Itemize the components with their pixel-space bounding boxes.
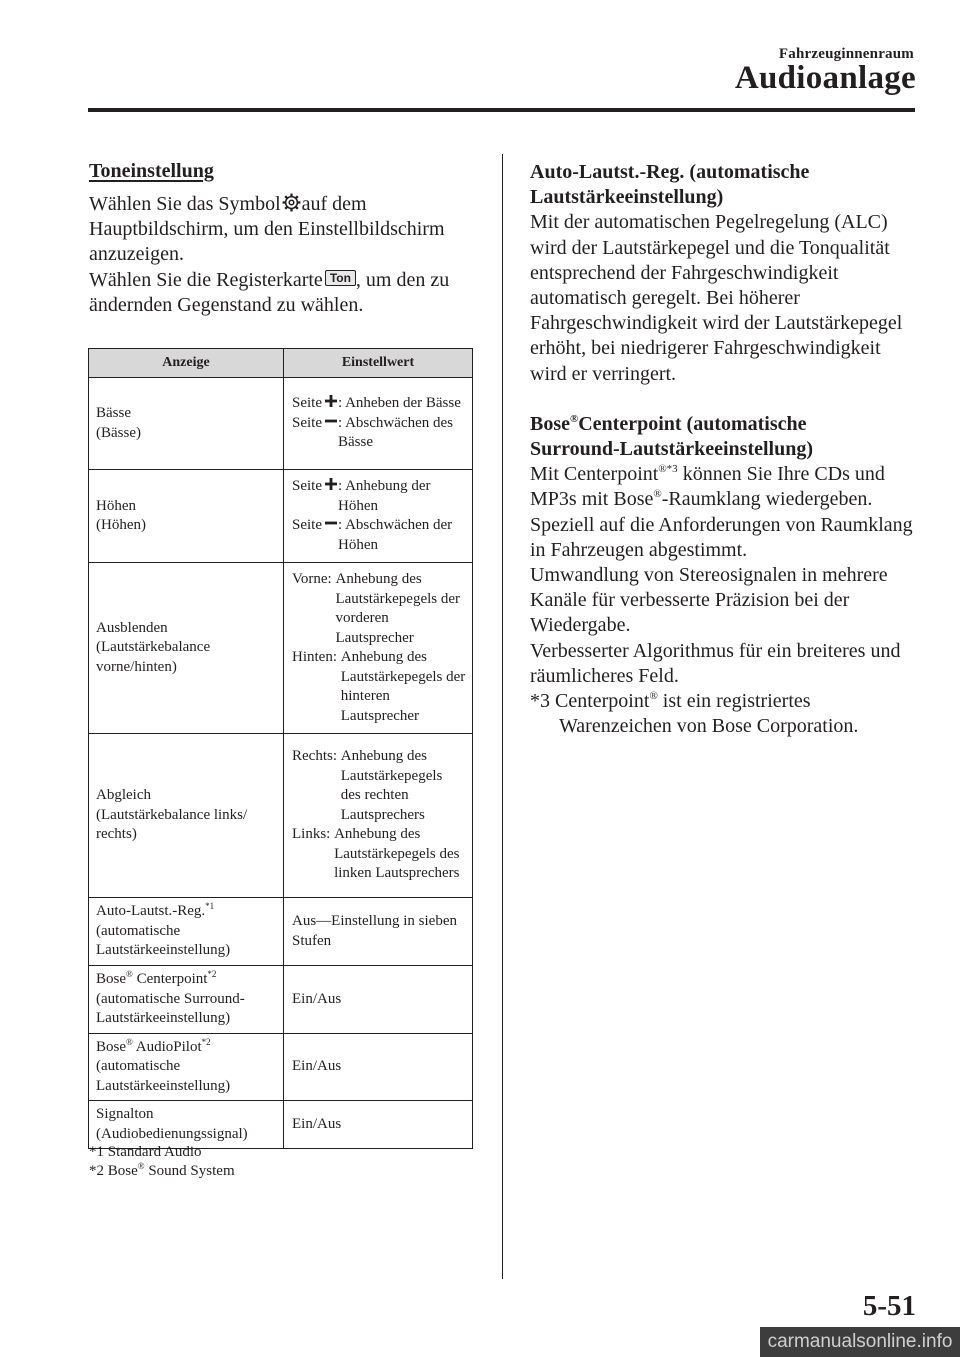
option-line [292, 648, 466, 726]
heading-line: Bose [530, 412, 570, 435]
footnote-ref: ®*3 [658, 463, 678, 476]
row-label-main: Bose [96, 971, 126, 987]
row-label-main: Auto-Lautst.-Reg. [96, 903, 206, 920]
running-header-chapter: Audioanlage [734, 60, 916, 96]
option-value: : Abschwächen der Höhen [338, 517, 453, 553]
ton-tab-icon: Ton [325, 270, 356, 286]
heading-line: Lautstärkeeinstellung) [530, 186, 724, 209]
footnote-3 [530, 689, 920, 739]
option-value: : Anheben der Bässe [338, 395, 461, 412]
table-cell-einstellwert [284, 470, 473, 563]
option-key: Seite [292, 414, 322, 431]
option-key: Seite [292, 517, 322, 533]
option-value: Aus—Einstellung in sieben Stufen [292, 913, 457, 949]
row-label-sub: (automatische [96, 922, 181, 939]
row-label [96, 1038, 276, 1058]
running-header-section: Fahrzeuginnenraum [778, 46, 914, 62]
table-row [89, 470, 473, 563]
left-column [89, 160, 479, 318]
site-watermark: carmanualsonline.info [760, 1327, 960, 1357]
option-value: Anhebung des Lautstärkepegels der vorderen Lautsprecher [335, 571, 461, 646]
column-divider [502, 154, 503, 1279]
table-cell-anzeige [89, 470, 284, 563]
option-line [292, 394, 466, 414]
plus-icon [324, 477, 338, 491]
option-key: Seite [292, 478, 322, 494]
table-row [89, 1101, 473, 1149]
option-key: Hinten: [292, 649, 337, 665]
row-label-sub: (Lautstärkebalance links/ [96, 806, 248, 823]
row-label-sub: rechts) [96, 826, 137, 843]
table-cell-einstellwert [284, 563, 473, 734]
row-label-sub: (automatische [96, 1058, 181, 1074]
text-run: Mit Centerpoint [530, 463, 659, 486]
table-row [89, 378, 473, 470]
row-label-sub: Lautstärkeeinstellung) [96, 1010, 231, 1026]
text-run: können Sie Ihre CDs und MP3s mit Bose [530, 463, 885, 511]
bose-paragraph-4: Verbesserter Algorithmus für ein breiteres und räumlicheres Feld. [530, 639, 901, 687]
table-cell-anzeige [89, 966, 284, 1034]
heading-line: Auto-Lautst.-Reg. (automatische [530, 161, 810, 183]
option-line [292, 747, 466, 825]
table-header-row [89, 349, 473, 378]
table-header-anzeige: Anzeige [89, 349, 284, 378]
heading-auto-lautst [530, 160, 920, 210]
footnote-2-text: *2 Bose [89, 1163, 138, 1179]
row-label-sub: (automatische Surround- [96, 990, 245, 1007]
instruction-text-1: Wählen Sie das Symbol [89, 193, 281, 215]
option-value: Ein/Aus [292, 1115, 342, 1132]
sound-settings-table [88, 348, 473, 1149]
registered-mark: ® [570, 412, 579, 425]
table-cell-anzeige [89, 378, 284, 470]
registered-mark: ® [126, 1036, 133, 1047]
table-header-einstellwert: Einstellwert [284, 349, 473, 378]
table-cell-anzeige [89, 1033, 284, 1101]
heading-line: Surround-Lautstärkeeinstellung) [530, 438, 814, 461]
row-label-sub: (Bässe) [96, 424, 141, 441]
row-label-sub: Lautstärkeeinstellung) [96, 1077, 231, 1094]
option-line [292, 414, 466, 453]
row-label: Ausblenden [96, 619, 168, 636]
bose-paragraph-1 [530, 462, 920, 512]
option-value: Anhebung des Lautstärkepegels des rechten Lautsprechers [340, 748, 443, 823]
option-value: Ein/Aus [292, 990, 342, 1007]
table-row [89, 898, 473, 966]
table-cell-einstellwert [284, 1101, 473, 1149]
bose-paragraph-2: Speziell auf die Anforderungen von Raumklang in Fahrzeugen abgestimmt. [530, 513, 913, 561]
registered-mark: ® [653, 488, 662, 501]
heading-line: Centerpoint (automatische [578, 412, 807, 435]
registered-mark: ® [649, 690, 658, 703]
option-value: Anhebung des Lautstärkepegels der hinteren Lautsprecher [340, 649, 466, 724]
minus-icon [324, 516, 338, 530]
row-label-sub: (Audiobedienungssignal) [96, 1125, 248, 1142]
instruction-paragraph [89, 192, 479, 318]
option-value: Anhebung des Lautstärkepegels des linken Lautsprechers [334, 826, 460, 882]
option-line [292, 477, 466, 516]
page-number: 5-51 [862, 1290, 916, 1322]
row-label-sub: vorne/hinten) [96, 658, 177, 675]
footnote-1: *1 Standard Audio [89, 1144, 202, 1160]
option-value: : Anhebung der Höhen [338, 478, 431, 514]
row-label-main: Centerpoint [132, 971, 208, 987]
table-cell-anzeige [89, 898, 284, 966]
heading-bose-centerpoint [530, 412, 920, 462]
registered-mark: ® [137, 1161, 145, 1171]
instruction-text-3: Wählen Sie die Registerkarte [89, 268, 323, 291]
table-cell-einstellwert [284, 898, 473, 966]
option-key: Rechts: [292, 748, 337, 765]
row-label-sub: (Höhen) [96, 517, 146, 533]
right-column [530, 160, 920, 739]
table-row [89, 563, 473, 734]
row-label: Abgleich [96, 787, 151, 804]
option-key: Seite [292, 395, 322, 412]
row-label-sub: Lautstärkeeinstellung) [96, 942, 231, 959]
row-label-main: Bose [96, 1038, 126, 1055]
text-run: -Raumklang wiedergeben. [661, 488, 873, 511]
instruction-text-4: , um den zu ändernden Gegenstand zu wählen. [89, 268, 450, 316]
option-value: : Abschwächen des Bässe [338, 414, 453, 451]
row-label-sub: (Lautstärkebalance [96, 639, 211, 656]
option-line [292, 825, 466, 884]
table-cell-anzeige [89, 563, 284, 734]
table-row [89, 966, 473, 1034]
row-label [96, 902, 276, 922]
table-cell-einstellwert [284, 966, 473, 1034]
option-key: Links: [292, 826, 331, 843]
registered-mark: ® [126, 969, 133, 979]
text-run: ist ein registriertes Warenzeichen von Bose Corporation. [559, 690, 859, 738]
bose-paragraph-3: Umwandlung von Stereosignalen in mehrere Kanäle für verbesserte Präzision bei der Wiedergabe. [530, 564, 888, 637]
option-line [292, 570, 466, 648]
footnote-2 [89, 1162, 235, 1182]
table-cell-anzeige [89, 1101, 284, 1149]
table-cell-einstellwert [284, 734, 473, 898]
instruction-text-2: auf dem Hauptbildschirm, um den Einstellbildschirm anzuzeigen. [89, 193, 445, 266]
option-key: Vorne: [292, 571, 332, 587]
footnote-ref: *1 [205, 901, 215, 912]
row-label [96, 970, 276, 990]
table-cell-einstellwert [284, 378, 473, 470]
text-run: *3 Centerpoint [530, 690, 650, 713]
section-heading-toneinstellung: Toneinstellung [89, 160, 214, 182]
row-label: Bässe [96, 405, 131, 421]
option-line [292, 516, 466, 555]
plus-icon [324, 394, 338, 408]
row-label: Signalton [96, 1106, 154, 1122]
auto-lautst-description: Mit der automatischen Pegelregelung (ALC) wird der Lautstärkepegel und die Tonqualität entsprechend der Fahrgeschwindigkeit automatisch geregelt. Bei höherer Fahrgeschwindigkeit wird der Lautstärkepegel erhöht, bei niedrigerer Fahrgeschwindigkeit wird er verringert. [530, 211, 903, 385]
row-label-main: AudioPilot [132, 1038, 202, 1055]
row-label: Höhen [96, 497, 136, 514]
footnote-ref: *2 [201, 1036, 211, 1047]
table-row [89, 1033, 473, 1101]
footnote-2-text: Sound System [144, 1163, 235, 1179]
header-rule [88, 108, 915, 112]
footnote-ref: *2 [207, 969, 217, 979]
option-value: Ein/Aus [292, 1058, 342, 1074]
table-cell-einstellwert [284, 1033, 473, 1101]
table-row [89, 734, 473, 898]
table-cell-anzeige [89, 734, 284, 898]
settings-gear-icon [282, 193, 301, 212]
minus-icon [324, 414, 338, 428]
